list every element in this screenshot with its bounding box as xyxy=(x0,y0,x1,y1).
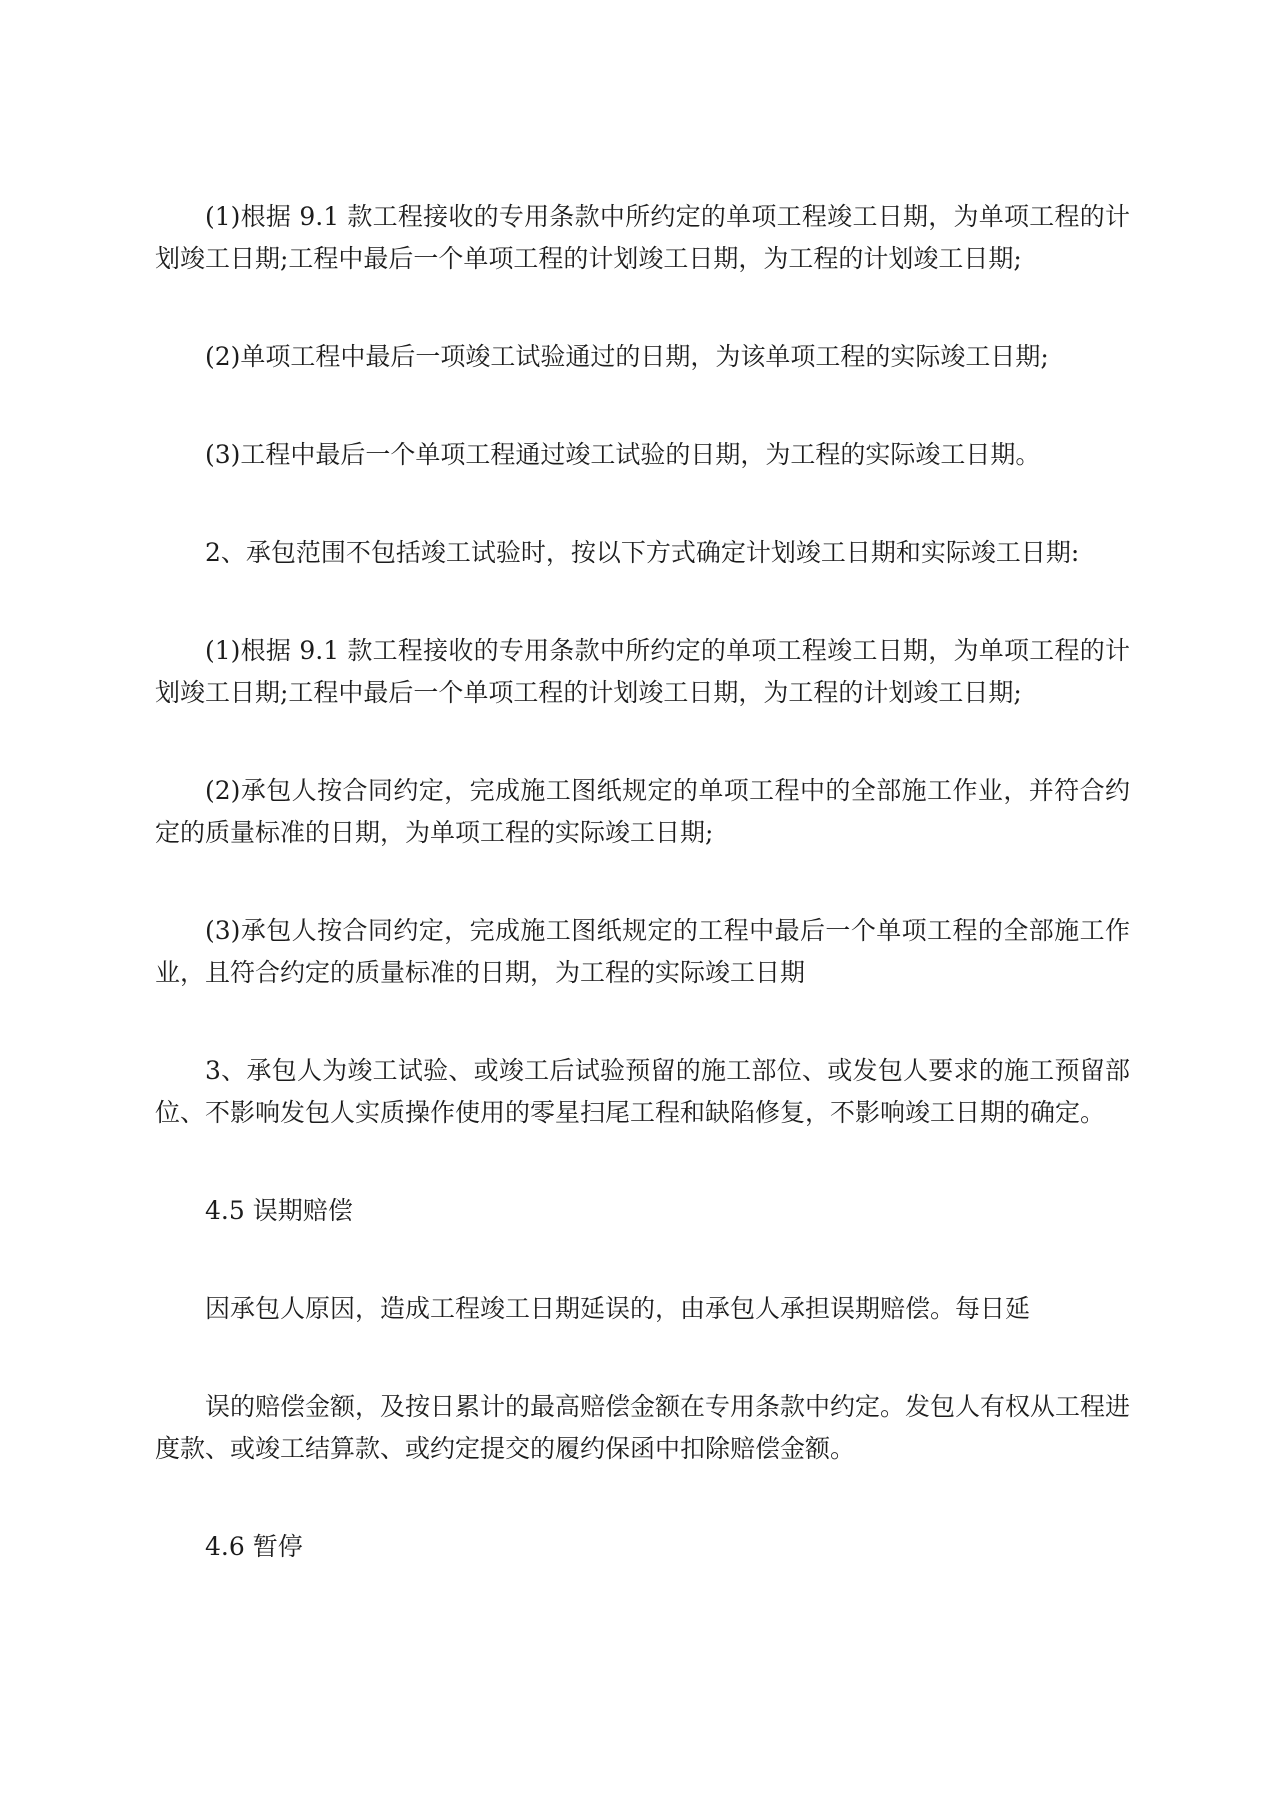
paragraph-delay-damages-1: 因承包人原因，造成工程竣工日期延误的，由承包人承担误期赔偿。每日延 xyxy=(205,1294,1031,1323)
paragraph-contractor-single: (2)承包人按合同约定，完成施工图纸规定的单项工程中的全部施工作业，并符合约定的质量标准的日期，为单项工程的实际竣工日期; xyxy=(155,776,1130,847)
section-heading-4-5: 4.5 误期赔偿 xyxy=(205,1196,353,1225)
paragraph-clause-3: 3、承包人为竣工试验、或竣工后试验预留的施工部位、或发包人要求的施工预留部位、不影响发包人实质操作使用的零星扫尾工程和缺陷修复，不影响竣工日期的确定。 xyxy=(155,1056,1130,1127)
paragraph-clause-2: 2、承包范围不包括竣工试验时，按以下方式确定计划竣工日期和实际竣工日期: xyxy=(205,538,1080,567)
paragraph-actual-completion-project: (3)工程中最后一个单项工程通过竣工试验的日期，为工程的实际竣工日期。 xyxy=(205,440,1041,469)
paragraph-contractor-project: (3)承包人按合同约定，完成施工图纸规定的工程中最后一个单项工程的全部施工作业，且符合约定的质量标准的日期，为工程的实际竣工日期 xyxy=(155,916,1130,987)
paragraph-planned-completion-1: (1)根据 9.1 款工程接收的专用条款中所约定的单项工程竣工日期，为单项工程的计划竣工日期;工程中最后一个单项工程的计划竣工日期，为工程的计划竣工日期; xyxy=(155,202,1130,273)
paragraph-planned-completion-2: (1)根据 9.1 款工程接收的专用条款中所约定的单项工程竣工日期，为单项工程的计划竣工日期;工程中最后一个单项工程的计划竣工日期，为工程的计划竣工日期; xyxy=(155,636,1130,707)
paragraph-delay-damages-2: 误的赔偿金额，及按日累计的最高赔偿金额在专用条款中约定。发包人有权从工程进度款、或竣工结算款、或约定提交的履约保函中扣除赔偿金额。 xyxy=(155,1392,1131,1463)
paragraph-actual-completion-single: (2)单项工程中最后一项竣工试验通过的日期，为该单项工程的实际竣工日期; xyxy=(205,342,1049,371)
section-heading-4-6: 4.6 暂停 xyxy=(205,1532,303,1561)
document-page xyxy=(155,196,1130,1624)
